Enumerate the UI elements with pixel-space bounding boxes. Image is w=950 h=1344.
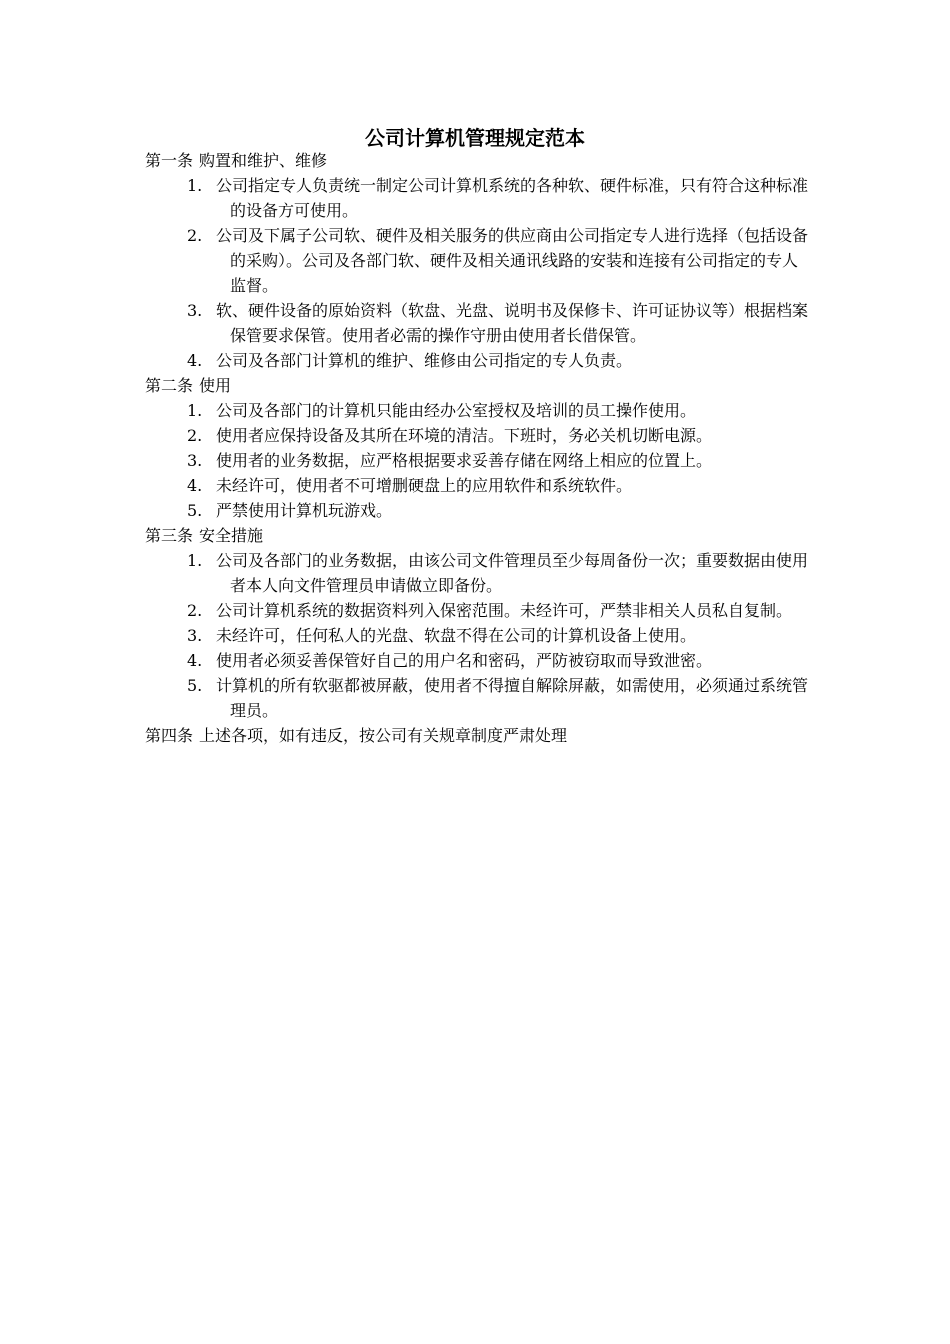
list-item [145, 648, 810, 673]
item-text: 使用者的业务数据，应严格根据要求妥善存储在网络上相应的位置上。 [216, 451, 713, 470]
section-title: 使用 [199, 376, 232, 395]
item-number: 3. [187, 301, 203, 320]
item-number: 2. [187, 601, 203, 620]
section-heading [145, 723, 810, 748]
item-text: 软、硬件设备的原始资料（软盘、光盘、说明书及保修卡、许可证协议等）根据档案保管要求保管。使用者必需的操作守册由使用者长借保管。 [216, 301, 809, 345]
item-text: 未经许可，任何私人的光盘、软盘不得在公司的计算机设备上使用。 [216, 626, 697, 645]
list-item [145, 623, 810, 648]
item-text: 公司及下属子公司软、硬件及相关服务的供应商由公司指定专人进行选择（包括设备的采购）。公司及各部门软、硬件及相关通讯线路的安装和连接有公司指定的专人监督。 [216, 226, 809, 295]
item-number: 2. [187, 426, 203, 445]
item-text: 未经许可，使用者不可增删硬盘上的应用软件和系统软件。 [216, 476, 633, 495]
item-text: 公司计算机系统的数据资料列入保密范围。未经许可，严禁非相关人员私自复制。 [216, 601, 793, 620]
item-text: 公司及各部门的业务数据，由该公司文件管理员至少每周备份一次；重要数据由使用者本人向文件管理员申请做立即备份。 [216, 551, 809, 595]
item-number: 4. [187, 351, 203, 370]
section-number: 第三条 [145, 526, 194, 545]
item-text: 公司及各部门的计算机只能由经办公室授权及培训的员工操作使用。 [216, 401, 697, 420]
item-number: 1. [187, 401, 203, 420]
section-title: 安全措施 [199, 526, 264, 545]
section-4 [145, 723, 810, 748]
section-heading [145, 373, 810, 398]
item-number: 5. [187, 501, 203, 520]
list-item [145, 598, 810, 623]
item-text: 使用者必须妥善保管好自己的用户名和密码，严防被窃取而导致泄密。 [216, 651, 713, 670]
item-text: 计算机的所有软驱都被屏蔽，使用者不得擅自解除屏蔽，如需使用，必须通过系统管理员。 [216, 676, 809, 720]
item-text: 使用者应保持设备及其所在环境的清洁。下班时，务必关机切断电源。 [216, 426, 713, 445]
section-1 [145, 148, 810, 373]
section-number: 第二条 [145, 376, 194, 395]
list-item [145, 173, 810, 223]
item-list [145, 548, 810, 723]
section-2 [145, 373, 810, 523]
item-number: 3. [187, 451, 203, 470]
section-number: 第四条 [145, 726, 194, 745]
list-item [145, 673, 810, 723]
item-text: 公司指定专人负责统一制定公司计算机系统的各种软、硬件标准，只有符合这种标准的设备方可使用。 [216, 176, 809, 220]
item-number: 5. [187, 676, 203, 695]
list-item [145, 498, 810, 523]
item-number: 2. [187, 226, 203, 245]
section-title: 购置和维护、维修 [199, 151, 328, 170]
list-item [145, 298, 810, 348]
item-number: 4. [187, 651, 203, 670]
list-item [145, 398, 810, 423]
section-heading [145, 148, 810, 173]
list-item [145, 423, 810, 448]
section-title: 上述各项，如有违反，按公司有关规章制度严肃处理 [199, 726, 568, 745]
list-item [145, 448, 810, 473]
item-list [145, 173, 810, 373]
list-item [145, 223, 810, 298]
item-number: 1. [187, 551, 203, 570]
section-heading [145, 523, 810, 548]
list-item [145, 548, 810, 598]
item-text: 公司及各部门计算机的维护、维修由公司指定的专人负责。 [216, 351, 633, 370]
list-item [145, 473, 810, 498]
item-number: 4. [187, 476, 203, 495]
document-title: 公司计算机管理规定范本 [365, 126, 585, 150]
item-number: 3. [187, 626, 203, 645]
section-3 [145, 523, 810, 723]
item-text: 严禁使用计算机玩游戏。 [216, 501, 393, 520]
section-number: 第一条 [145, 151, 194, 170]
list-item [145, 348, 810, 373]
item-list [145, 398, 810, 523]
document-body [145, 148, 810, 748]
item-number: 1. [187, 176, 203, 195]
